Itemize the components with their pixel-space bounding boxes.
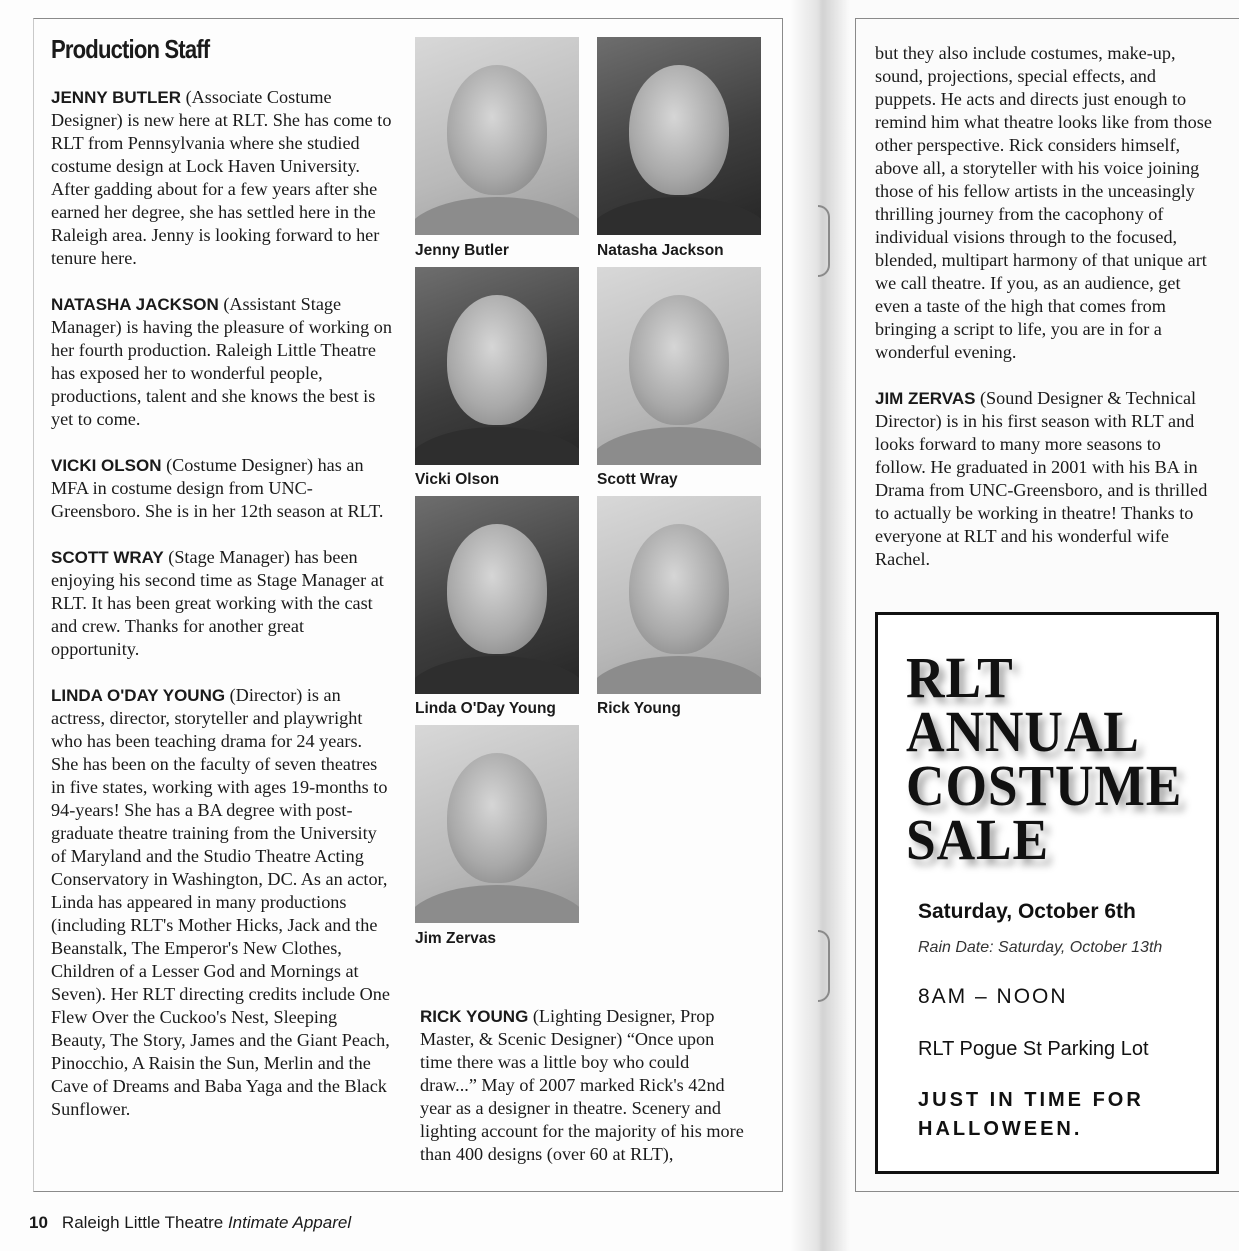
bio-scott-wray — [51, 546, 393, 661]
bio-name: JIM ZERVAS — [875, 389, 976, 408]
photo-caption: Linda O'Day Young — [415, 700, 556, 717]
ad-tagline-line: JUST IN TIME FOR — [918, 1089, 1144, 1111]
bio-column-center — [420, 1005, 750, 1189]
page-number: 10 — [29, 1213, 48, 1232]
bio-jim-zervas — [875, 387, 1215, 571]
bio-column-right — [875, 42, 1215, 594]
bio-text: (Lighting Designer, Prop Master, & Scenic Designer) “Once upon time there was a little boy who could draw...” May of 2007 marked Rick's 42nd year as a designer in theatre. Scenery and lighting account for the majority of his more than 400 designs (over 60 at RLT), — [420, 1006, 744, 1164]
photo-natasha-jackson — [597, 37, 761, 235]
ad-tagline — [918, 1086, 1144, 1144]
photo-caption: Scott Wray — [597, 471, 678, 488]
bio-column-left — [51, 86, 393, 1144]
bio-text: (Associate Costume Designer) is new here at RLT. She has come to RLT from Pennsylvania where she studied costume design at Lock Haven University. After gadding about for a few years after she earned her degree, she has settled here in the Raleigh area. Jenny is looking forward to her tenure here. — [51, 87, 392, 268]
bio-natasha-jackson — [51, 293, 393, 431]
bio-text: (Assistant Stage Manager) is having the pleasure of working on her fourth production. Raleigh Little Theatre has exposed her to wonderful people, productions, talent and she knows the best is yet to come. — [51, 294, 392, 429]
bio-name: RICK YOUNG — [420, 1007, 529, 1026]
ad-title-line: RLT — [906, 645, 1014, 710]
photo-caption: Jim Zervas — [415, 930, 496, 947]
bio-name: SCOTT WRAY — [51, 548, 164, 567]
photo-caption: Vicki Olson — [415, 471, 500, 488]
photo-caption: Natasha Jackson — [597, 242, 724, 259]
section-heading: Production Staff — [51, 34, 210, 64]
ad-title — [906, 645, 1183, 872]
photo-jim-zervas — [415, 725, 579, 923]
photo-rick-young — [597, 496, 761, 694]
photo-vicki-olson — [415, 267, 579, 465]
page-footer — [29, 1213, 351, 1233]
binding-staple-top — [818, 205, 830, 277]
bio-text: (Stage Manager) has been enjoying his second time as Stage Manager at RLT. It has been great working with the cast and crew. Thanks for another great opportunity. — [51, 547, 384, 659]
bio-name: JENNY BUTLER — [51, 88, 182, 107]
costume-sale-ad — [875, 612, 1219, 1174]
bio-rick-young — [420, 1005, 750, 1166]
bio-jenny-butler — [51, 86, 393, 270]
ad-rain-date: Rain Date: Saturday, October 13th — [918, 939, 1163, 956]
photo-caption: Rick Young — [597, 700, 681, 717]
ad-time: 8AM – NOON — [918, 985, 1068, 1008]
bio-linda-oday-young — [51, 684, 393, 1121]
bio-text: (Sound Designer & Technical Director) is in his first season with RLT and looks forward to many more seasons to follow. He graduated in 2001 with his BA in Drama from UNC-Greensboro, and is thrilled to actually be working in theatre! Thanks to everyone at RLT and his wonderful wife Rachel. — [875, 388, 1208, 569]
bio-text: (Director) is an actress, director, storyteller and playwright who has been teaching drama for 24 years. She has been on the faculty of seven theatres in five states, working with ages 19-months to 94-years! She has a BA degree with post-graduate theatre training from the University of Maryland and the Studio Theatre Acting Conservatory in Washington, DC. As an actor, Linda has appeared in many productions (including RLT's Mother Hicks, Jack and the Beanstalk, The Emperor's New Clothes, Children of a Lesser God and Mornings at Seven). Her RLT directing credits include One Flew Over the Cuckoo's Nest, Sleeping Beauty, The Story, James and the Giant Peach, Pinocchio, A Raisin the Sun, Merlin and the Cave of Dreams and Baba Yaga and the Black Sunflower. — [51, 685, 390, 1119]
binding-staple-bottom — [818, 930, 830, 1002]
photo-scott-wray — [597, 267, 761, 465]
photo-jenny-butler — [415, 37, 579, 235]
bio-text: (Costume Designer) has an MFA in costume design from UNC-Greensboro. She is in her 12th season at RLT. — [51, 455, 384, 521]
gutter-shadow — [790, 0, 850, 1251]
publisher-name: Raleigh Little Theatre — [61, 1213, 224, 1232]
photo-linda-oday-young — [415, 496, 579, 694]
ad-tagline-line: HALLOWEEN. — [918, 1118, 1083, 1140]
ad-title-line: SALE — [906, 807, 1050, 872]
bio-vicki-olson — [51, 454, 393, 523]
bio-name: LINDA O'DAY YOUNG — [51, 686, 226, 705]
ad-location: RLT Pogue St Parking Lot — [918, 1038, 1149, 1060]
photo-caption: Jenny Butler — [415, 242, 509, 259]
bio-rick-young-continued: but they also include costumes, make-up, sound, projections, special effects, and puppets. He acts and directs just enough to remind him what theatre looks like from those other perspective. Rick considers himself, above all, a storyteller with his voice joining those of his fellow artists in the unceasingly thrilling journey from the cacophony of individual visions through to the focused, blended, multipart harmony of that unique art we call theatre. If you, as an audience, get even a taste of the high that comes from bringing a script to life, you are in for a wonderful evening. — [875, 43, 1212, 362]
ad-title-line: ANNUAL — [906, 699, 1140, 764]
ad-date: Saturday, October 6th — [918, 900, 1136, 923]
ad-title-line: COSTUME — [906, 753, 1183, 818]
show-title: Intimate Apparel — [227, 1213, 352, 1232]
bio-name: VICKI OLSON — [51, 456, 162, 475]
bio-name: NATASHA JACKSON — [51, 295, 219, 314]
